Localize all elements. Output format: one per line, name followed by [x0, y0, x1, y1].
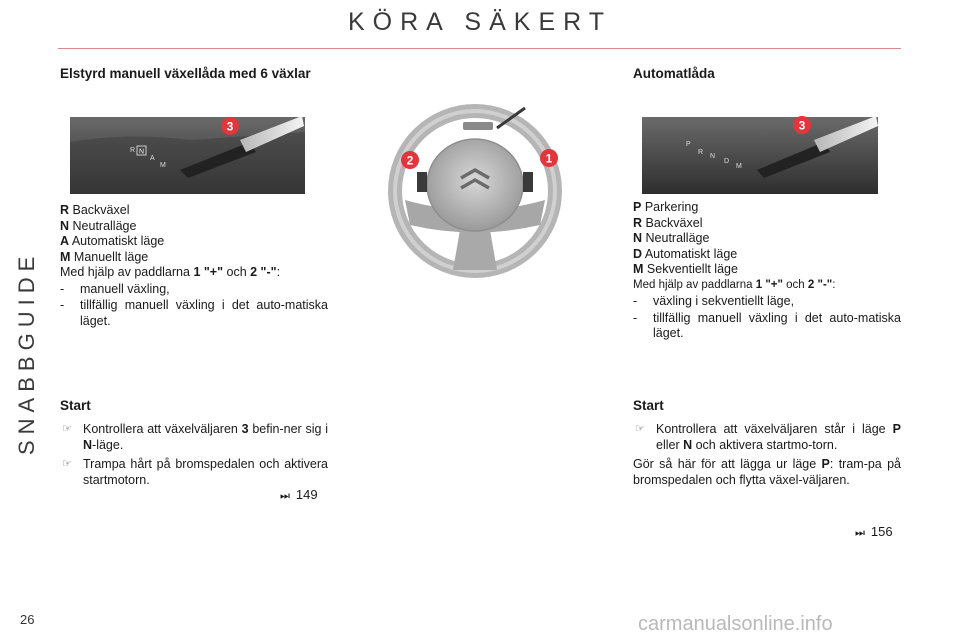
page-number: 26 [20, 612, 35, 627]
gate-label-m: M [736, 163, 742, 170]
steering-wheel-image [385, 100, 565, 282]
mode-item: P Parkering [633, 200, 699, 214]
side-section-label: SNABBGUIDE [14, 250, 39, 455]
dash-item: - växling i sekventiellt läge, [633, 294, 795, 308]
dash-item: - manuell växling, [60, 281, 170, 296]
dash-item: - tillfällig manuell växling i det auto-matiska läget. [633, 310, 901, 340]
callout-3-label: 3 [226, 119, 234, 134]
left-heading: Elstyrd manuell växellåda med 6 växlar [60, 66, 311, 81]
paddles-line: Med hjälp av paddlarna 1 "+" och 2 "-": [60, 265, 281, 279]
dash-item: - tillfällig manuell växling i det auto-matiska läget. [60, 298, 328, 328]
gate-label-r: R [698, 149, 704, 156]
pointer-icon: ☞ [62, 458, 72, 470]
mode-item: R Backväxel [633, 215, 703, 230]
gate-label-m: M [160, 162, 166, 169]
paddles-line: Med hjälp av paddlarna 1 "+" och 2 "-": [633, 278, 836, 291]
manual-gearbox-image [70, 112, 305, 194]
pointer-icon: ☞ [635, 423, 645, 435]
watermark: carmanualsonline.info [638, 613, 833, 635]
mode-item: A Automatiskt läge [60, 234, 165, 248]
mode-item: N Neutralläge [60, 218, 137, 233]
callout-1-label: 1 [545, 151, 553, 166]
mode-item: N Neutralläge [633, 231, 710, 245]
right-heading: Automatlåda [633, 66, 715, 81]
right-page-reference[interactable]: ⏭ 156 [855, 524, 893, 539]
gate-label-n: N [139, 148, 145, 156]
mode-item: R Backväxel [60, 203, 130, 217]
mode-item: M Manuellt läge [60, 249, 149, 264]
paddle-plus [523, 172, 533, 192]
callout-3-label: 3 [798, 118, 806, 133]
fast-forward-icon: ⏭ [855, 527, 865, 539]
fast-forward-icon: ⏭ [280, 490, 290, 502]
right-start-heading: Start [633, 398, 664, 413]
left-start-heading: Start [60, 398, 91, 413]
paddle-minus [417, 172, 427, 192]
mode-item: M Sekventiellt läge [633, 262, 738, 276]
page-title: KÖRA SÄKERT [348, 8, 612, 36]
gate-label-n: N [710, 153, 716, 160]
start-step: ☞ Kontrollera att växelväljaren står i läge P eller N och aktivera startmo-torn. [635, 422, 901, 452]
gate-label-p: P [686, 141, 691, 148]
automatic-gearbox-image [642, 112, 878, 194]
gate-label-a: A [150, 155, 155, 162]
mode-item: D Automatiskt läge [633, 246, 738, 261]
left-modes [60, 203, 328, 329]
left-start-list [60, 422, 328, 492]
console-background [642, 117, 878, 194]
start-step: ☞ Trampa hårt på bromspedalen och aktivera startmotorn. [62, 457, 328, 487]
start-step: ☞ Kontrollera att växelväljaren 3 befin-ner sig i N-läge. [62, 422, 328, 452]
left-page-reference[interactable]: ⏭ 149 [280, 487, 318, 502]
pointer-icon: ☞ [62, 423, 72, 435]
gate-label-d: D [724, 158, 730, 165]
right-modes [633, 200, 901, 342]
release-park-text: Gör så här för att lägga ur läge P: tram-pa på bromspedalen och flytta växel-väljaren. [633, 457, 901, 487]
callout-2-label: 2 [406, 153, 414, 168]
right-start-list [633, 422, 901, 488]
title-rule [58, 48, 901, 49]
wheel-hub [427, 139, 523, 231]
gate-label-r: R [130, 147, 136, 154]
